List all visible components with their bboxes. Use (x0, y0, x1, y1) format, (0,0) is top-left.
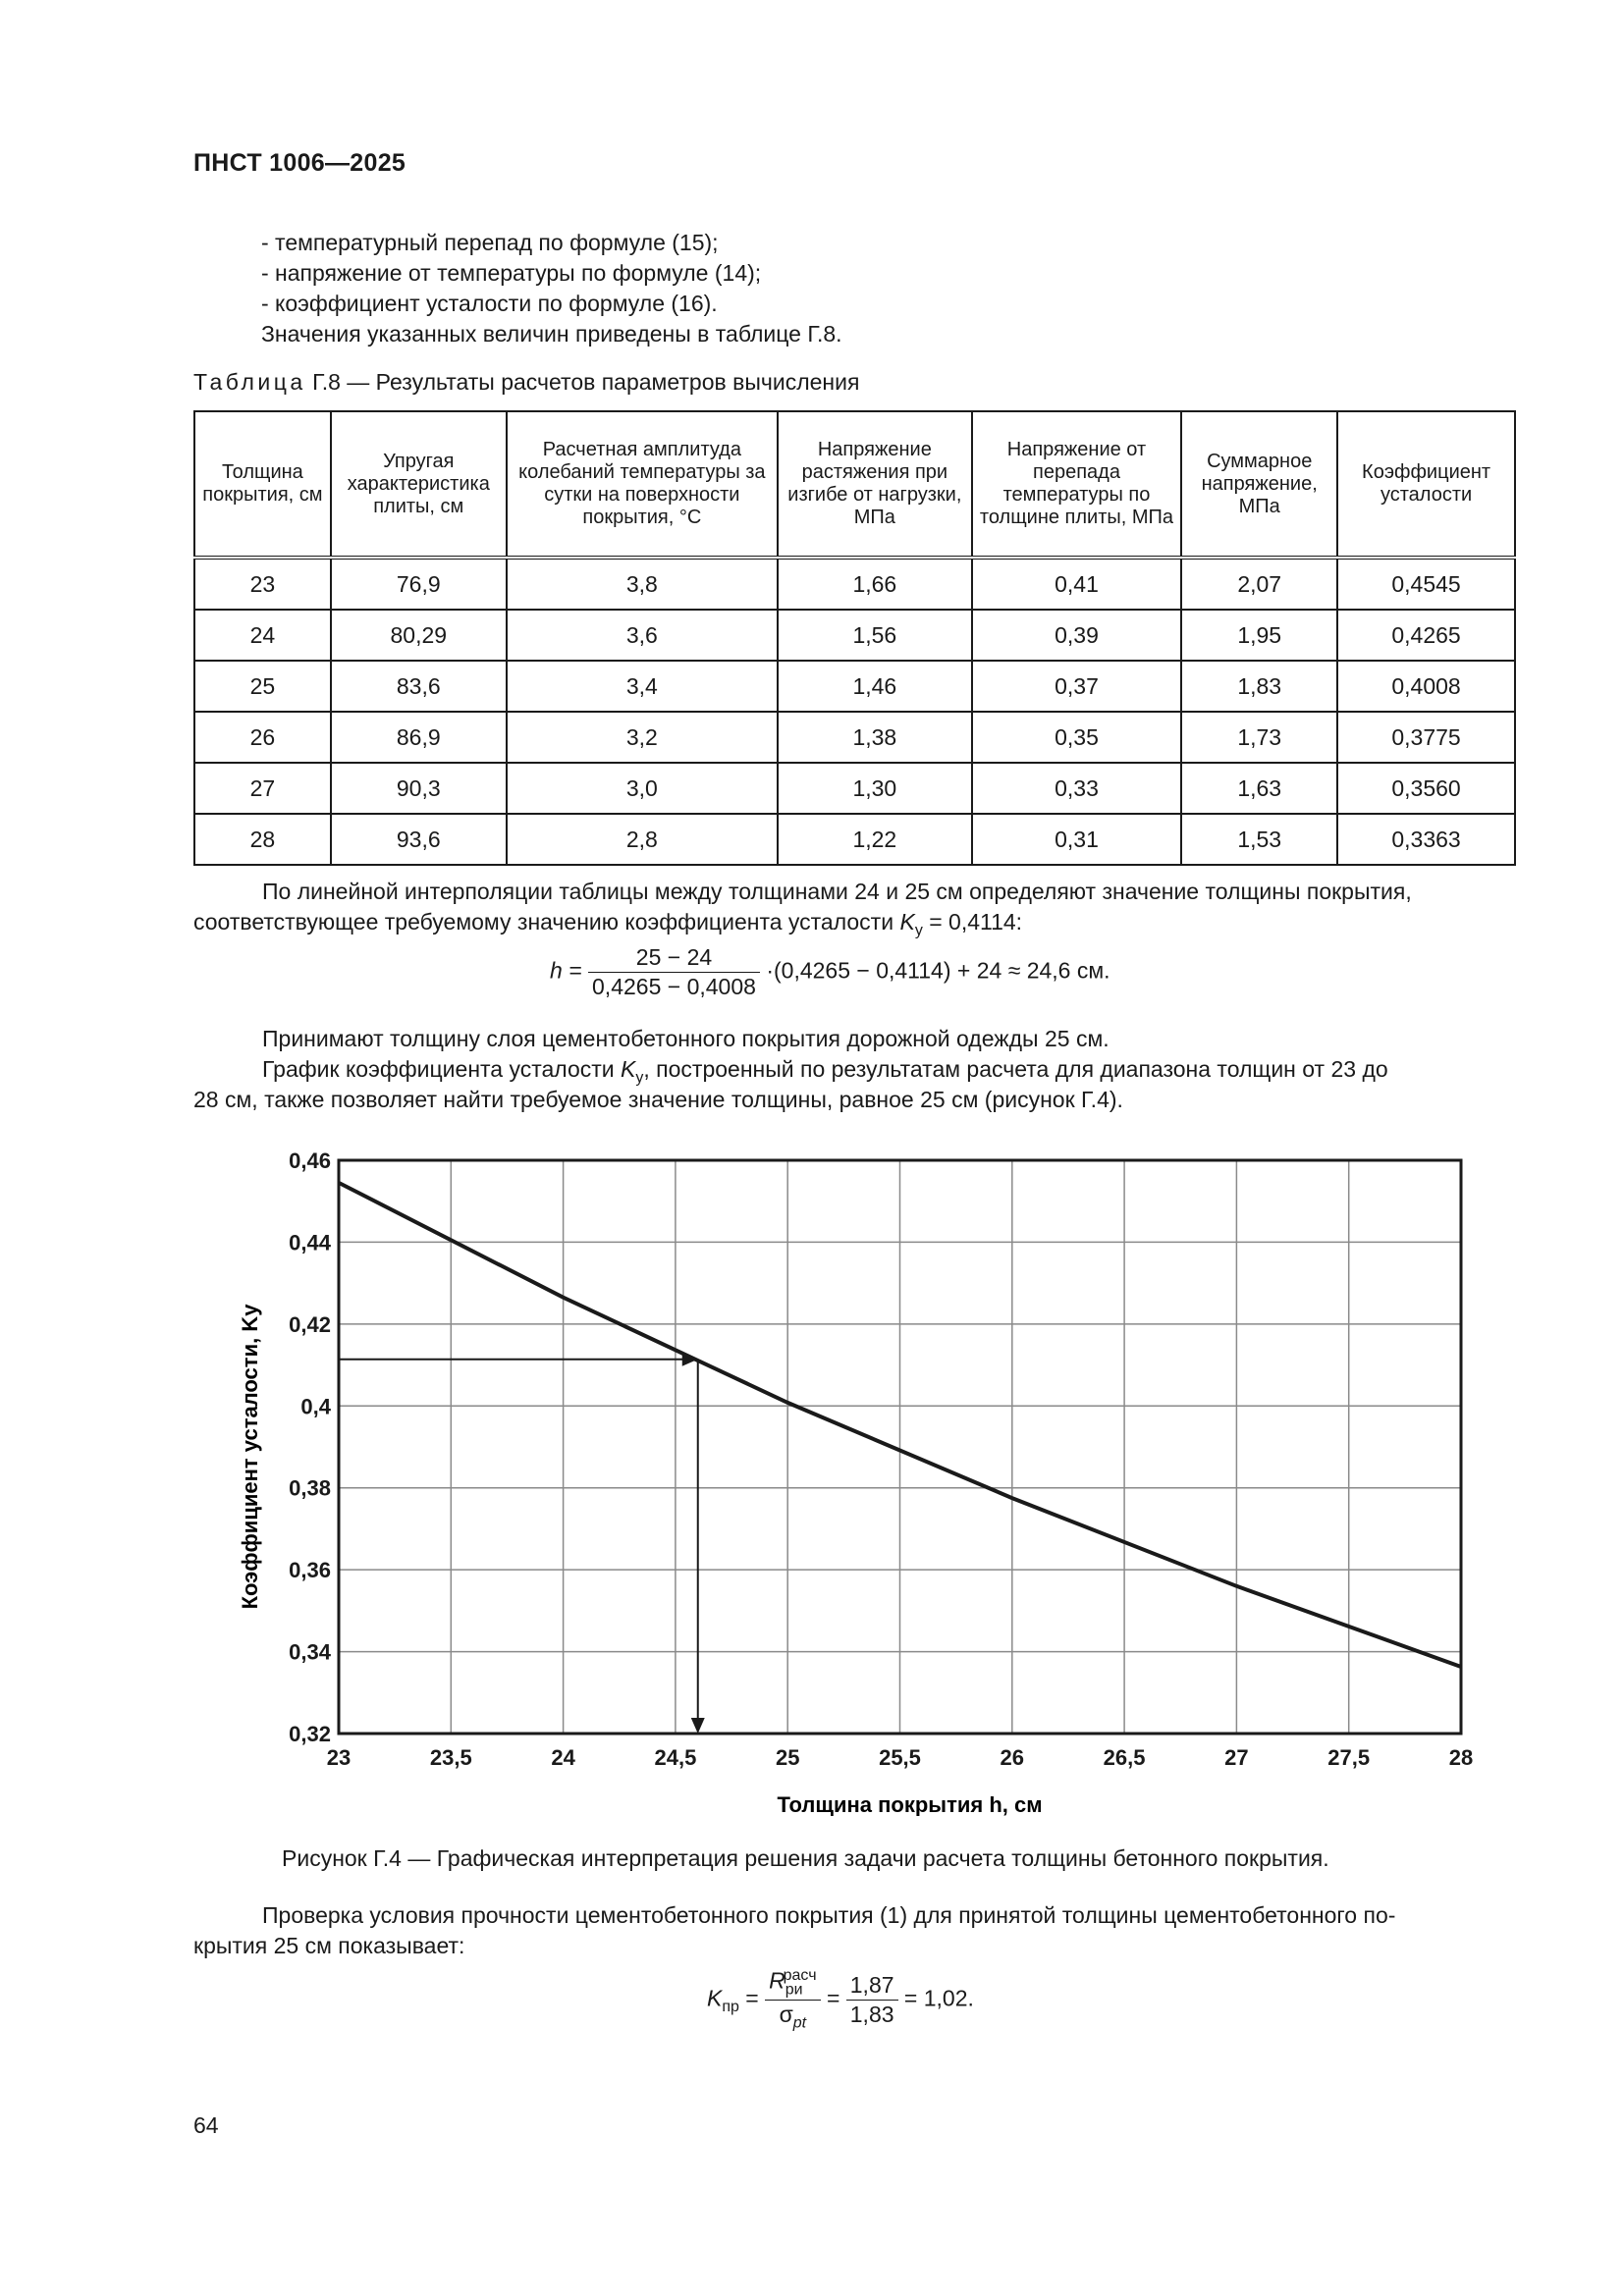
table-header-cell: Напряжение растяжения при изгибе от нагрузки, МПа (778, 411, 972, 558)
x-axis-label: Толщина покрытия h, см (777, 1792, 1043, 1816)
table-cell: 0,3363 (1337, 814, 1515, 865)
paragraph-check: Проверка условия прочности цементобетонного покрытия (1) для принятой толщины цементобетонного по- (262, 1902, 1396, 1928)
formula-result: = 1,02. (903, 1985, 974, 2011)
table-cell: 0,31 (972, 814, 1182, 865)
y-tick-label: 0,38 (289, 1475, 331, 1501)
y-tick-label: 0,44 (289, 1230, 331, 1255)
table-cell: 25 (194, 661, 331, 712)
table-cell: 3,8 (507, 558, 778, 610)
symbol-sup: расч (783, 1967, 817, 1984)
x-tick-label: 23 (326, 1745, 352, 1770)
formula-rest: ·(0,4265 − 0,4114) + 24 ≈ 24,6 см. (766, 957, 1110, 984)
text-span: соответствующее требуемому значению коэффициента усталости (193, 909, 900, 934)
x-tick-label: 27,5 (1327, 1745, 1371, 1770)
annotation-arrow-down (691, 1718, 705, 1734)
table-cell: 93,6 (331, 814, 507, 865)
y-tick-label: 0,4 (300, 1394, 331, 1419)
table-row (194, 661, 1515, 712)
table-cell: 28 (194, 814, 331, 865)
text-span: График коэффициента усталости (262, 1056, 622, 1082)
table-header-cell: Коэффициент усталости (1337, 411, 1515, 558)
table-cell: 1,66 (778, 558, 972, 610)
table-cell: 1,22 (778, 814, 972, 865)
y-tick-label: 0,34 (289, 1639, 331, 1665)
table-caption (193, 369, 859, 396)
table-cell: 27 (194, 763, 331, 814)
table-cell: 1,95 (1181, 610, 1337, 661)
table-cell: 0,37 (972, 661, 1182, 712)
x-tick-label: 25,5 (879, 1745, 921, 1770)
table-header-cell: Напряжение от перепада температуры по толщине плиты, МПа (972, 411, 1182, 558)
table-cell: 83,6 (331, 661, 507, 712)
table-cell: 0,35 (972, 712, 1182, 763)
table-header-row (194, 411, 1515, 558)
table-row (194, 763, 1515, 814)
table-cell: 1,83 (1181, 661, 1337, 712)
symbol-sub: у (914, 922, 923, 939)
table-cell: 1,38 (778, 712, 972, 763)
table-cell: 0,4008 (1337, 661, 1515, 712)
formula-interpolation (550, 944, 1110, 1000)
table-caption-prefix: Таблица (193, 369, 306, 395)
table-row (194, 814, 1515, 865)
paragraph-graph-line2: 28 см, также позволяет найти требуемое значение толщины, равное 25 см (рисунок Г.4). (193, 1087, 1123, 1112)
formula-fraction (588, 944, 760, 1000)
symbol-r: R (769, 1967, 785, 1994)
fatigue-chart (0, 1129, 1624, 1816)
table-cell: 80,29 (331, 610, 507, 661)
table-cell: 26 (194, 712, 331, 763)
table-cell: 86,9 (331, 712, 507, 763)
symbol-k: K (899, 909, 915, 934)
table-cell: 2,07 (1181, 558, 1337, 610)
figure-caption: Рисунок Г.4 — Графическая интерпретация решения задачи расчета толщины бетонного покрытия. (282, 1845, 1329, 1871)
symbol-sigma: σ (779, 2002, 793, 2028)
x-tick-label: 24,5 (654, 1745, 697, 1770)
table-header-cell: Толщина покрытия, см (194, 411, 331, 558)
intro-after: Значения указанных величин приведены в таблице Г.8. (261, 321, 842, 347)
table-header-cell: Расчетная амплитуда колебаний температуры за сутки на поверхности покрытия, °С (507, 411, 778, 558)
table-cell: 1,56 (778, 610, 972, 661)
chart-annotation (339, 1353, 705, 1734)
table-cell: 3,6 (507, 610, 778, 661)
table-cell: 0,3560 (1337, 763, 1515, 814)
x-tick-label: 27 (1224, 1745, 1249, 1770)
table-cell: 1,53 (1181, 814, 1337, 865)
table-cell: 1,30 (778, 763, 972, 814)
symbol-sub: ри (785, 1981, 803, 1999)
fraction-numerator: 25 − 24 (588, 944, 760, 973)
table-cell: 1,63 (1181, 763, 1337, 814)
symbol-k: K (707, 1985, 723, 2011)
chart-grid (339, 1160, 1461, 1734)
text-span: = 0,4114: (922, 909, 1023, 934)
table-cell: 0,41 (972, 558, 1182, 610)
fraction-numerator (765, 1967, 820, 2001)
symbol-sub: пр (722, 1999, 739, 2016)
y-tick-label: 0,36 (289, 1558, 331, 1583)
table-cell: 0,4545 (1337, 558, 1515, 610)
x-tick-label: 28 (1448, 1745, 1474, 1770)
table-header-cell: Суммарное напряжение, МПа (1181, 411, 1337, 558)
table-cell: 3,2 (507, 712, 778, 763)
table-cell: 0,33 (972, 763, 1182, 814)
formula-strength (707, 1967, 974, 2033)
results-table (193, 410, 1516, 866)
text-span: , построенный по результатам расчета для диапазона толщин от 23 до (643, 1056, 1388, 1082)
table-cell: 1,73 (1181, 712, 1337, 763)
x-tick-label: 26,5 (1103, 1745, 1146, 1770)
equals-sign: = (826, 1985, 840, 2011)
x-tick-label: 23,5 (429, 1745, 472, 1770)
formula-fraction (765, 1967, 820, 2033)
paragraph-interpolation-line2 (193, 907, 1514, 946)
annotation-arrow-right (682, 1353, 698, 1366)
equals-sign: = (745, 1985, 759, 2011)
table-caption-text: Г.8 — Результаты расчетов параметров вычисления (305, 369, 860, 395)
formula-fraction (846, 1972, 898, 2028)
table-cell: 24 (194, 610, 331, 661)
y-tick-label: 0,42 (289, 1311, 331, 1337)
x-tick-label: 25 (775, 1745, 800, 1770)
fraction-denominator: 1,83 (849, 2001, 894, 2027)
y-axis-label: Коэффициент усталости, Ky (238, 1304, 262, 1610)
paragraph-check-line2: крытия 25 см показывает: (193, 1933, 465, 1958)
table-cell: 76,9 (331, 558, 507, 610)
formula-lhs: h = (550, 957, 582, 984)
page-number: 64 (193, 2112, 219, 2138)
paragraph-line: По линейной интерполяции таблицы между толщинами 24 и 25 см определяют значение толщины покрытия, (262, 879, 1412, 904)
paragraph-accept: Принимают толщину слоя цементобетонного покрытия дорожной одежды 25 см. (262, 1026, 1110, 1051)
list-item: - температурный перепад по формуле (15); (261, 230, 719, 255)
fraction-denominator (765, 2001, 820, 2033)
symbol-k: K (621, 1056, 636, 1082)
y-tick-label: 0,46 (289, 1148, 331, 1173)
paragraph-interpolation (193, 877, 1514, 907)
x-tick-label: 26 (1000, 1745, 1025, 1770)
table-cell: 0,3775 (1337, 712, 1515, 763)
table-cell: 0,4265 (1337, 610, 1515, 661)
table-cell: 3,0 (507, 763, 778, 814)
table-row (194, 610, 1515, 661)
table-cell: 2,8 (507, 814, 778, 865)
document-header: ПНСТ 1006—2025 (193, 149, 406, 177)
fraction-denominator: 0,4265 − 0,4008 (592, 974, 756, 999)
list-item: - напряжение от температуры по формуле (14); (261, 260, 762, 286)
table-row (194, 558, 1515, 610)
fraction-numerator: 1,87 (846, 1972, 898, 2001)
x-tick-label: 24 (551, 1745, 575, 1770)
table-cell: 0,39 (972, 610, 1182, 661)
symbol-sub: у (635, 1069, 644, 1087)
y-tick-label: 0,32 (289, 1722, 331, 1746)
table-row (194, 712, 1515, 763)
symbol-sub: pt (792, 2014, 807, 2032)
table-cell: 23 (194, 558, 331, 610)
table-header-cell: Упругая характеристика плиты, см (331, 411, 507, 558)
list-item: - коэффициент усталости по формуле (16). (261, 291, 718, 316)
table-cell: 90,3 (331, 763, 507, 814)
table-cell: 1,46 (778, 661, 972, 712)
table-cell: 3,4 (507, 661, 778, 712)
